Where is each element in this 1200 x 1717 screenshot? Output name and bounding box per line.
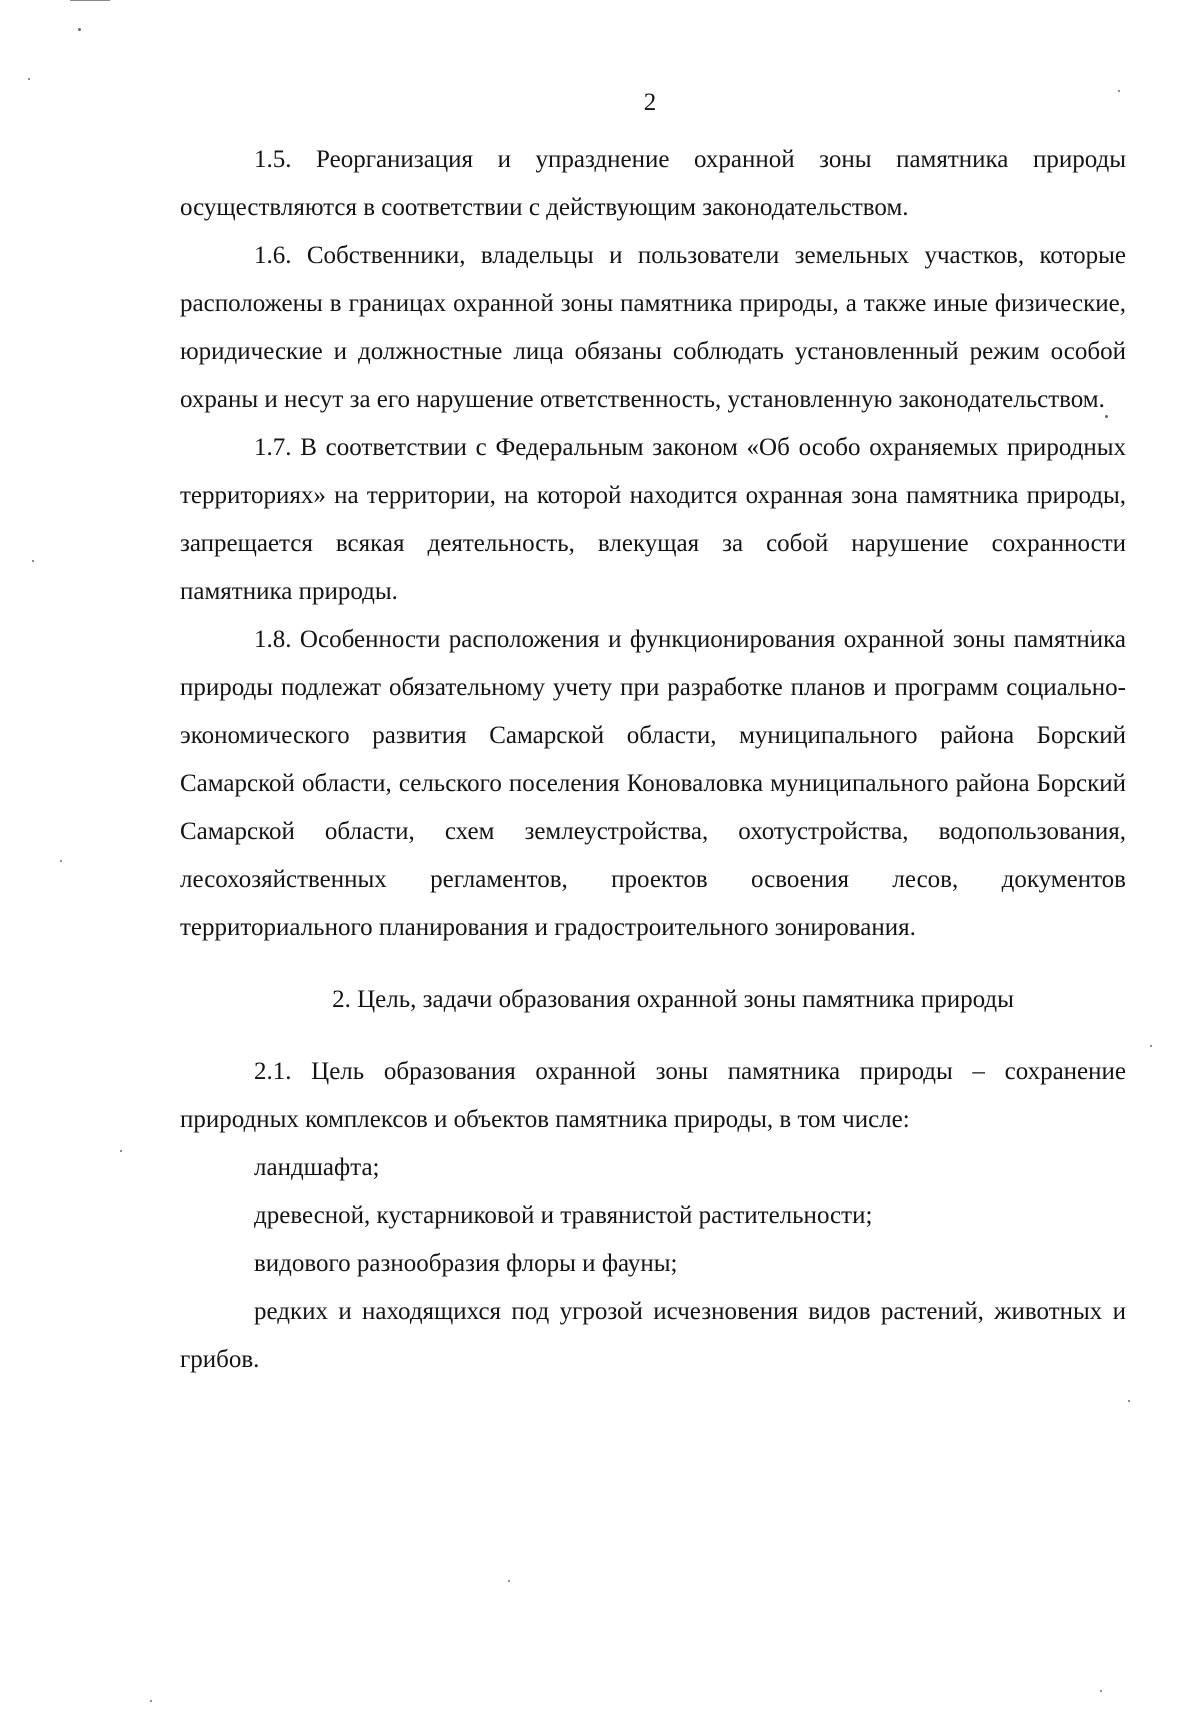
scan-speck [1150, 1045, 1152, 1047]
list-item: древесной, кустарниковой и травянистой растительности; [254, 1202, 873, 1229]
section-heading: 2. Цель, задачи образования охранной зоны памятника природы [332, 986, 1014, 1013]
scan-speck [508, 1580, 510, 1582]
list-item: редких и находящихся под угрозой исчезновения видов растений, животных и грибов. [180, 1298, 1126, 1373]
scan-speck [1128, 1400, 1130, 1402]
scan-speck [1100, 1690, 1102, 1692]
scan-speck [28, 78, 30, 80]
scan-speck [32, 560, 34, 562]
paragraph-2-1: 2.1. Цель образования охранной зоны памятника природы – сохранение природных комплексов и объектов памятника природы, в том числе: [180, 1058, 1126, 1133]
list-item: ландшафта; [254, 1154, 380, 1181]
scan-speck [78, 28, 81, 31]
scan-speck [60, 860, 62, 862]
paragraph-1-5: 1.5. Реорганизация и упразднение охранной зоны памятника природы осуществляются в соответствии с действующим законодательством. [180, 146, 1126, 221]
paragraph-1-8: 1.8. Особенности расположения и функционирования охранной зоны памятника природы подлежат обязательному учету при разработке планов и программ социально-экономического развития Самарской области, муниципального района Борский Самарской области, сельского поселения Коноваловка муниципального района Борский Самарской области, схем землеустройства, охотустройства, водопользования, лесохозяйственных регламентов, проектов освоения лесов, документов территориального планирования и градостроительного зонирования. [180, 626, 1126, 941]
scan-edge-mark [70, 0, 110, 1]
scan-speck [150, 1700, 152, 1702]
scan-speck [120, 1150, 122, 1152]
page-number: 2 [643, 89, 657, 116]
paragraph-1-6: 1.6. Собственники, владельцы и пользователи земельных участков, которые расположены в границах охранной зоны памятника природы, а также иные физические, юридические и должностные лица обязаны соблюдать установленный режим особой охраны и несут за его нарушение ответственность, установленную законодательством. [180, 242, 1126, 413]
list-item: видового разнообразия флоры и фауны; [254, 1250, 678, 1277]
paragraph-1-7: 1.7. В соответствии с Федеральным законом «Об особо охраняемых природных территориях» на территории, на которой находится охранная зона памятника природы, запрещается всякая деятельность, влекущая за собой нарушение сохранности памятника природы. [180, 434, 1126, 605]
document-body [180, 136, 1126, 1384]
